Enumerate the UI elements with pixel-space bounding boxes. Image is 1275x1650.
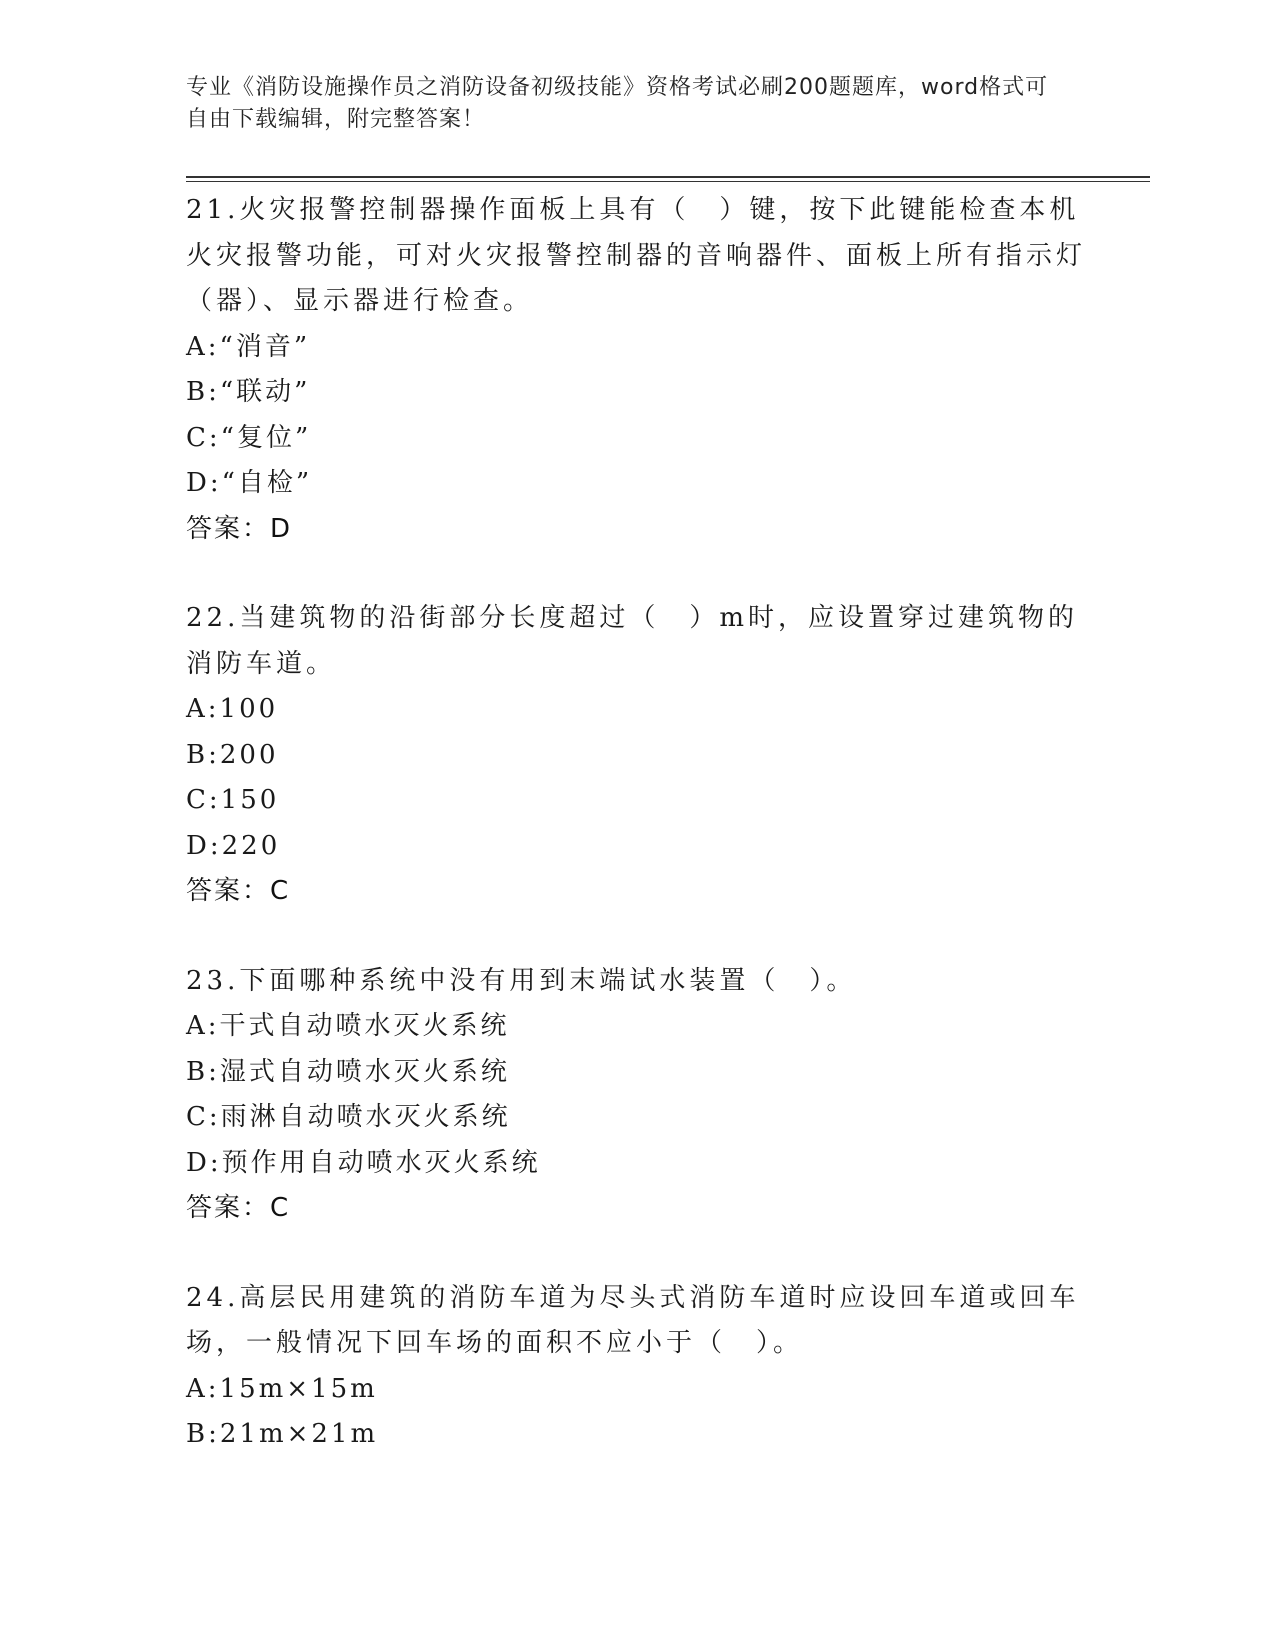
question-22: [186, 596, 1086, 915]
answer-line: 答案：C: [186, 876, 291, 906]
header-divider-thick: [186, 176, 1150, 178]
spacer: [186, 915, 1086, 959]
question-list: [186, 188, 1086, 1458]
option-a: A:干式自动喷水灭火系统: [186, 1011, 510, 1041]
option-c: C:150: [186, 785, 280, 815]
question-text: 22.当建筑物的沿街部分长度超过（ ）m时，应设置穿过建筑物的消防车道。: [186, 603, 1079, 679]
option-b: B:湿式自动喷水灭火系统: [186, 1056, 510, 1087]
header-divider-thin: [186, 181, 1150, 182]
option-b: B:21m×21m: [186, 1419, 379, 1449]
option-b: B:“联动”: [186, 377, 311, 407]
spacer: [186, 1232, 1086, 1276]
option-a: A:100: [186, 694, 279, 724]
answer-line: 答案：D: [186, 513, 293, 544]
option-d: D:预作用自动喷水灭火系统: [186, 1147, 541, 1178]
spacer: [186, 552, 1086, 596]
option-a: A:15m×15m: [186, 1373, 378, 1404]
question-23: [186, 959, 1086, 1232]
question-text: 24.高层民用建筑的消防车道为尽头式消防车道时应设回车道或回车场，一般情况下回车场的面积不应小于（ ）。: [186, 1282, 1080, 1358]
question-text: 21.火灾报警控制器操作面板上具有（ ）键，按下此键能检查本机火灾报警功能，可对火灾报警控制器的音响器件、面板上所有指示灯（器）、显示器进行检查。: [186, 195, 1087, 316]
option-c: C:“复位”: [186, 422, 312, 453]
option-b: B:200: [186, 739, 279, 770]
option-c: C:雨淋自动喷水灭火系统: [186, 1102, 511, 1132]
option-d: D:220: [186, 830, 281, 861]
option-d: D:“自检”: [186, 468, 313, 498]
option-a: A:“消音”: [186, 331, 311, 362]
question-24: [186, 1276, 1086, 1458]
document-header: 专业《消防设施操作员之消防设备初级技能》资格考试必刷200题题库，word格式可自由下载编辑，附完整答案！: [186, 75, 1049, 132]
question-text: 23.下面哪种系统中没有用到末端试水装置（ ）。: [186, 965, 857, 996]
answer-line: 答案：C: [186, 1193, 291, 1223]
question-21: [186, 188, 1086, 552]
